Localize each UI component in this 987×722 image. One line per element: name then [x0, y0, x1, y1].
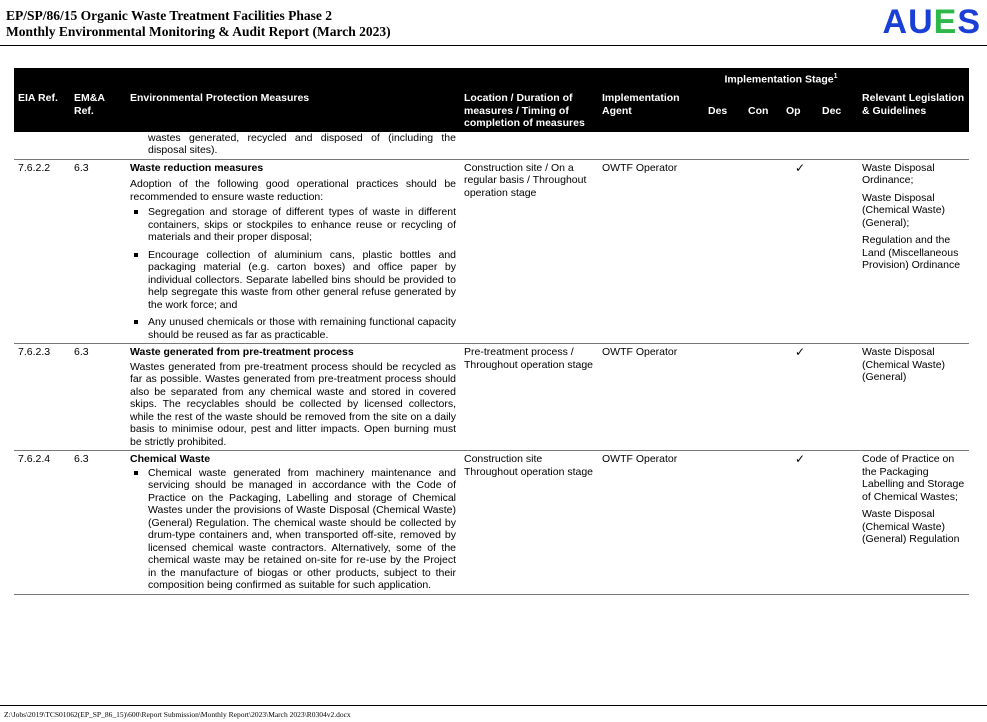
col-header-measures: Environmental Protection Measures [126, 68, 460, 132]
measures-cell [126, 451, 460, 595]
legislation-cell [858, 159, 969, 344]
continuation-text: wastes generated, recycled and disposed of (including the disposal sites). [126, 132, 460, 160]
stage-op-check: ✓ [782, 344, 818, 451]
footer-divider [0, 705, 987, 706]
col-header-agent: Implementation Agent [598, 68, 704, 132]
ema-ref-cell: 6.3 [70, 159, 126, 344]
stage-des-cell [704, 451, 744, 595]
eia-ref-cell: 7.6.2.3 [14, 344, 70, 451]
legislation-item: Waste Disposal (Chemical Waste) (General); [862, 191, 946, 229]
measure-title: Waste reduction measures [130, 161, 264, 174]
col-header-des: Des [704, 103, 744, 132]
col-header-implementation-stage [704, 68, 858, 103]
implementation-stage-label: Implementation Stage [724, 73, 834, 86]
bullet-item: Encourage collection of aluminium cans, plastic bottles and packaging material (e.g. carton boxes) and office paper by individual collectors. Separate labelled bins should be provided to help segregate this waste from other general refuse generated by the work force; and [130, 249, 456, 312]
header-divider [0, 45, 987, 46]
logo-letter: S [957, 3, 981, 41]
agent-cell: OWTF Operator [598, 159, 704, 344]
bullet-item: Chemical waste generated from machinery maintenance and servicing should be managed in accordance with the Code of Practice on the Packaging, Labelling and storage of Chemical Wastes under the provisions of Waste Disposal (Chemical Waste) (General) Regulation. The chemical waste should be collected by drum-type containers and, when transported off-site, removed by licensed chemical waste contractors. Alternatively, some of the chemical waste may be retained on-site for re-use by the Project in the manufacture of biogas or other products, subject to their composition being confirmed as suitable for such application. [130, 467, 456, 592]
implementation-schedule-table [14, 68, 969, 595]
location-cell: Pre-treatment process / Throughout operation stage [460, 344, 598, 451]
location-cell: Construction site / On a regular basis / Throughout operation stage [460, 159, 598, 344]
legislation-item: Code of Practice on the Packaging Labelling and Storage of Chemical Wastes; [862, 453, 965, 503]
measure-bullets [130, 467, 456, 592]
measure-bullets [130, 206, 456, 341]
bullet-item: Any unused chemicals or those with remaining functional capacity should be reused as far as practicable. [130, 316, 456, 341]
agent-cell: OWTF Operator [598, 451, 704, 595]
measure-body: Wastes generated from pre-treatment process should be recycled as far as possible. Wastes generated from pre-treatment process should also be separated from any chemical waste and stored in covered skips. The recyclables should be collected by licensed collectors, while the rest of the waste should be removed from the site on a daily basis to minimise odour, pest and litter impacts. Open burning must be strictly prohibited. [130, 360, 456, 448]
logo-letter: U [908, 3, 934, 41]
col-header-con: Con [744, 103, 782, 132]
legislation-item: Waste Disposal (Chemical Waste) (General) Regulation [862, 508, 960, 545]
table-row [14, 159, 969, 344]
col-header-legislation: Relevant Legislation & Guidelines [858, 68, 969, 132]
stage-dec-cell [818, 451, 858, 595]
legislation-cell [858, 344, 969, 451]
report-title-line1: EP/SP/86/15 Organic Waste Treatment Facilities Phase 2 [6, 8, 332, 23]
stage-con-cell [744, 344, 782, 451]
table-row [14, 344, 969, 451]
continuation-row [14, 132, 969, 160]
table-row [14, 451, 969, 595]
report-header [6, 8, 391, 40]
bullet-item: Segregation and storage of different types of waste in different containers, skips or stockpiles to enhance reuse or recycling of materials and their proper disposal; [130, 206, 456, 244]
measure-intro: Adoption of the following good operational practices should be recommended to ensure waste reduction: [130, 178, 456, 203]
legislation-item: Regulation and the Land (Miscellaneous Provision) Ordinance [862, 234, 961, 271]
file-path: Z:\Jobs\2019\TCS01062(EP_SP_86_15)\600\Report Submission\Monthly Report\2023\March 2023\R0304v2.docx [4, 710, 351, 719]
agent-cell: OWTF Operator [598, 344, 704, 451]
logo-letter: E [933, 3, 958, 41]
col-header-eia-ref: EIA Ref. [14, 68, 70, 132]
col-header-location: Location / Duration of measures / Timing of completion of measures [460, 68, 598, 132]
ema-ref-cell: 6.3 [70, 344, 126, 451]
stage-op-check: ✓ [782, 451, 818, 595]
stage-dec-cell [818, 159, 858, 344]
stage-des-cell [704, 344, 744, 451]
stage-con-cell [744, 451, 782, 595]
eia-ref-cell: 7.6.2.2 [14, 159, 70, 344]
legislation-item: Waste Disposal (Chemical Waste) (General) [862, 346, 946, 383]
col-header-ema-ref: EM&A Ref. [70, 68, 126, 132]
stage-op-check: ✓ [782, 159, 818, 344]
footnote-marker: 1 [833, 73, 838, 80]
stage-des-cell [704, 159, 744, 344]
measures-cell [126, 159, 460, 344]
legislation-item: Waste Disposal Ordinance; [862, 161, 935, 186]
legislation-cell [858, 451, 969, 595]
col-header-dec: Dec [818, 103, 858, 132]
logo-letter: A [882, 3, 909, 41]
measures-cell [126, 344, 460, 451]
location-cell: Construction site Throughout operation stage [460, 451, 598, 595]
measure-title: Chemical Waste [130, 453, 211, 465]
measure-title: Waste generated from pre-treatment process [130, 346, 354, 358]
ema-ref-cell: 6.3 [70, 451, 126, 595]
stage-dec-cell [818, 344, 858, 451]
stage-con-cell [744, 159, 782, 344]
col-header-op: Op [782, 103, 818, 132]
report-title-line2: Monthly Environmental Monitoring & Audit Report (March 2023) [6, 24, 391, 39]
aues-logo [883, 4, 982, 40]
eia-ref-cell: 7.6.2.4 [14, 451, 70, 595]
